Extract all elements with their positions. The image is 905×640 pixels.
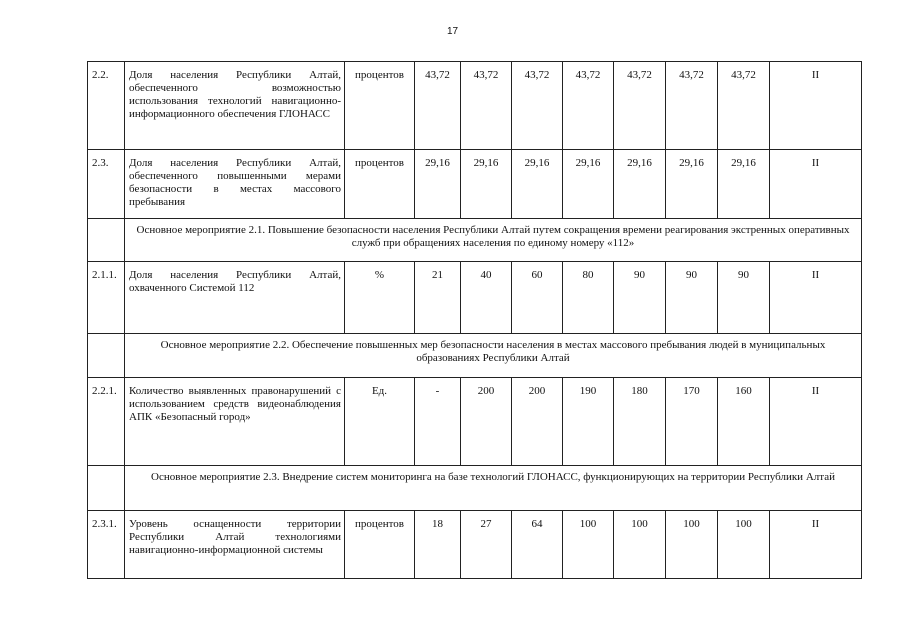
indicator-value: 29,16 [666, 150, 718, 219]
page-number: 17 [446, 26, 459, 37]
indicator-row [88, 378, 862, 466]
indicator-note: II [770, 150, 862, 219]
indicator-value: 43,72 [718, 62, 770, 150]
indicator-value: 29,16 [563, 150, 614, 219]
section-row [88, 334, 862, 378]
indicator-note: II [770, 378, 862, 466]
indicator-value: 43,72 [614, 62, 666, 150]
indicator-number: 2.2.1. [88, 378, 125, 466]
indicator-value: 100 [718, 511, 770, 579]
indicator-value: 43,72 [563, 62, 614, 150]
section-title: Основное мероприятие 2.2. Обеспечение повышенных мер безопасности населения в местах массового пребывания людей в муниципальных образованиях Республики Алтай [125, 334, 862, 378]
indicator-note: II [770, 62, 862, 150]
indicator-number: 2.2. [88, 62, 125, 150]
indicator-value: 64 [512, 511, 563, 579]
indicators-table [87, 61, 862, 579]
indicator-value: 90 [666, 262, 718, 334]
indicator-unit: процентов [345, 62, 415, 150]
indicator-unit: Ед. [345, 378, 415, 466]
indicator-value: 43,72 [461, 62, 512, 150]
indicator-value: 180 [614, 378, 666, 466]
indicator-name: Доля населения Республики Алтай, обеспеченного возможностью использования технологий навигационно-информационного обеспечения ГЛОНАСС [125, 62, 345, 150]
section-spacer-cell [88, 219, 125, 262]
indicator-value: 100 [614, 511, 666, 579]
indicator-value: 160 [718, 378, 770, 466]
indicator-value: 43,72 [512, 62, 563, 150]
indicator-number: 2.3.1. [88, 511, 125, 579]
indicator-name: Количество выявленных правонарушений с использованием средств видеонаблюдения АПК «Безопасный город» [125, 378, 345, 466]
indicator-value: 29,16 [718, 150, 770, 219]
indicator-value: 18 [415, 511, 461, 579]
indicator-value: 29,16 [461, 150, 512, 219]
indicator-note: II [770, 511, 862, 579]
indicator-row [88, 511, 862, 579]
indicator-unit: процентов [345, 150, 415, 219]
indicator-row [88, 262, 862, 334]
indicator-name: Доля населения Республики Алтай, охваченного Системой 112 [125, 262, 345, 334]
indicator-value: 29,16 [415, 150, 461, 219]
indicator-value: 170 [666, 378, 718, 466]
indicator-value: 21 [415, 262, 461, 334]
indicator-value: 27 [461, 511, 512, 579]
indicator-name: Уровень оснащенности территории Республики Алтай технологиями навигационно-информационной системы [125, 511, 345, 579]
section-title: Основное мероприятие 2.1. Повышение безопасности населения Республики Алтай путем сокращения времени реагирования экстренных оперативных служб при обращениях населения по единому номеру «112» [125, 219, 862, 262]
indicator-name: Доля населения Республики Алтай, обеспеченного повышенными мерами безопасности в местах массового пребывания [125, 150, 345, 219]
indicator-value: 100 [666, 511, 718, 579]
indicator-number: 2.3. [88, 150, 125, 219]
section-spacer-cell [88, 466, 125, 511]
section-row [88, 466, 862, 511]
indicators-table-body [88, 62, 862, 579]
indicator-value: 43,72 [415, 62, 461, 150]
indicator-value: 43,72 [666, 62, 718, 150]
indicator-note: II [770, 262, 862, 334]
section-title: Основное мероприятие 2.3. Внедрение систем мониторинга на базе технологий ГЛОНАСС, функционирующих на территории Республики Алтай [125, 466, 862, 511]
indicator-value: 60 [512, 262, 563, 334]
indicator-unit: % [345, 262, 415, 334]
indicator-value: 100 [563, 511, 614, 579]
indicator-value: 90 [718, 262, 770, 334]
indicator-value: 200 [512, 378, 563, 466]
indicator-number: 2.1.1. [88, 262, 125, 334]
indicator-value: 90 [614, 262, 666, 334]
indicator-value: 29,16 [614, 150, 666, 219]
indicator-value: - [415, 378, 461, 466]
indicator-value: 29,16 [512, 150, 563, 219]
section-spacer-cell [88, 334, 125, 378]
indicator-value: 190 [563, 378, 614, 466]
indicator-row [88, 62, 862, 150]
indicator-value: 200 [461, 378, 512, 466]
indicator-value: 40 [461, 262, 512, 334]
indicator-value: 80 [563, 262, 614, 334]
indicator-row [88, 150, 862, 219]
section-row [88, 219, 862, 262]
indicator-unit: процентов [345, 511, 415, 579]
